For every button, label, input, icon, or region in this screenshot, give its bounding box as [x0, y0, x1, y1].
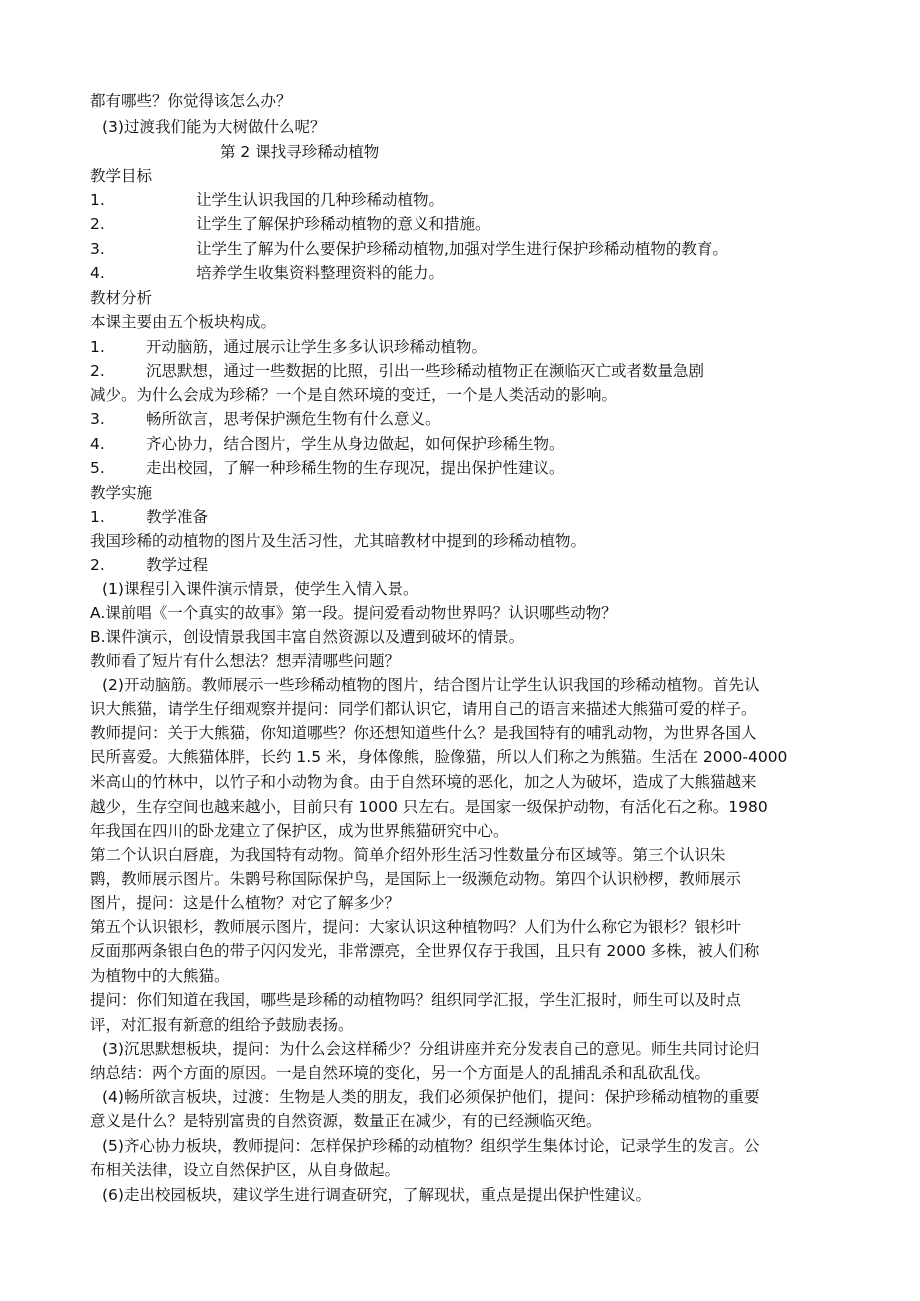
text-line: A.课前唱《一个真实的故事》第一段。提问爱看动物世界吗？认识哪些动物？ [90, 604, 617, 622]
analysis-number: 5. [90, 459, 105, 477]
step-number: 1. [90, 508, 105, 526]
text-line: 年我国在四川的卧龙建立了保护区，成为世界熊猫研究中心。 [90, 822, 509, 840]
step-text: 教学准备 [146, 508, 209, 526]
analysis-text: 齐心协力，结合图片，学生从身边做起，如何保护珍稀生物。 [146, 435, 565, 453]
text-line: 民所喜爱。大熊猫体胖，长约 1.5 米，身体像熊，脸像猫，所以人们称之为熊猫。生活在 2000-4000 [90, 748, 788, 766]
text-line: 都有哪些？你觉得该怎么办？ [90, 92, 292, 110]
step-text: 教学过程 [146, 556, 209, 574]
goal-number: 3. [90, 240, 105, 258]
section-heading: 教材分析 [90, 289, 153, 307]
goal-text: 让学生了解保护珍稀动植物的意义和措施。 [196, 215, 491, 233]
text-line: 教师看了短片有什么想法？想弄清哪些问题？ [90, 652, 401, 670]
analysis-number: 1. [90, 338, 105, 356]
text-line: 越少，生存空间也越来越小，目前只有 1000 只左右。是国家一级保护动物，有活化石之称。1980 [90, 798, 768, 816]
text-line: 本课主要由五个板块构成。 [90, 313, 277, 331]
analysis-number: 2. [90, 362, 105, 380]
text-line: (4)畅所欲言板块，过渡：生物是人类的朋友，我们必须保护他们，提问：保护珍稀动植物的重要 [102, 1088, 760, 1106]
analysis-text: 畅所欲言，思考保护濒危生物有什么意义。 [146, 410, 441, 428]
goal-number: 1. [90, 191, 105, 209]
text-line: B.课件演示，创设情景我国丰富自然资源以及遭到破坏的情景。 [90, 628, 525, 646]
text-line: (5)齐心协力板块，教师提问：怎样保护珍稀的动植物？组织学生集体讨论，记录学生的发言。公 [102, 1137, 760, 1155]
text-line: 米高山的竹林中，以竹子和小动物为食。由于自然环境的恶化，加之人为破坏，造成了大熊猫越来 [90, 773, 757, 791]
analysis-text: 走出校园，了解一种珍稀生物的生存现况，提出保护性建议。 [146, 459, 565, 477]
text-line: 纳总结：两个方面的原因。一是自然环境的变化，另一个方面是人的乱捕乱杀和乱砍乱伐。 [90, 1064, 711, 1082]
goal-number: 4. [90, 264, 105, 282]
text-line: 第五个认识银杉，教师展示图片，提问：大家认识这种植物吗？人们为什么称它为银杉？银杉叶 [90, 918, 742, 936]
analysis-number: 4. [90, 435, 105, 453]
lesson-title: 第 2 课找寻珍稀动植物 [220, 143, 380, 161]
text-line: 布相关法律，设立自然保护区，从自身做起。 [90, 1161, 401, 1179]
text-line: 识大熊猫，请学生仔细观察并提问：同学们都认识它，请用自己的语言来描述大熊猫可爱的样子。 [90, 700, 757, 718]
analysis-text: 沉思默想，通过一些数据的比照，引出一些珍稀动植物正在濒临灭亡或者数量急剧 [146, 362, 705, 380]
text-line: 教师提问：关于大熊猫，你知道哪些？你还想知道些什么？是我国特有的哺乳动物，为世界各国人 [90, 724, 757, 742]
section-heading: 教学目标 [90, 167, 153, 185]
text-line: 提问：你们知道在我国，哪些是珍稀的动植物吗？组织同学汇报，学生汇报时，师生可以及时点 [90, 991, 742, 1009]
text-line: 反面那两条银白色的带子闪闪发光，非常漂亮，全世界仅存于我国，且只有 2000 多株，被人们称 [90, 942, 760, 960]
text-line: (2)开动脑筋。教师展示一些珍稀动植物的图片，结合图片让学生认识我国的珍稀动植物。首先认 [102, 676, 760, 694]
goal-text: 让学生认识我国的几种珍稀动植物。 [196, 191, 445, 209]
text-line: 为植物中的大熊猫。 [90, 967, 230, 985]
analysis-text: 开动脑筋，通过展示让学生多多认识珍稀动植物。 [146, 338, 488, 356]
text-line: (6)走出校园板块，建议学生进行调查研究，了解现状，重点是提出保护性建议。 [102, 1186, 651, 1204]
text-line: 评，对汇报有新意的组给予鼓励表扬。 [90, 1016, 354, 1034]
analysis-number: 3. [90, 410, 105, 428]
text-line: 减少。为什么会成为珍稀？一个是自然环境的变迁，一个是人类活动的影响。 [90, 386, 618, 404]
text-line: 图片，提问：这是什么植物？对它了解多少？ [90, 894, 401, 912]
text-line: (3)过渡我们能为大树做什么呢？ [102, 118, 326, 136]
step-number: 2. [90, 556, 105, 574]
text-line: 我国珍稀的动植物的图片及生活习性，尤其暗教材中提到的珍稀动植物。 [90, 532, 587, 550]
text-line: (1)课程引入课件演示情景，使学生入情入景。 [102, 580, 419, 598]
goal-text: 让学生了解为什么要保护珍稀动植物,加强对学生进行保护珍稀动植物的教育。 [196, 240, 728, 258]
text-line: 第二个认识白唇鹿，为我国特有动物。简单介绍外形生活习性数量分布区域等。第三个认识朱 [90, 846, 726, 864]
goal-text: 培养学生收集资料整理资料的能力。 [196, 264, 445, 282]
section-heading: 教学实施 [90, 484, 153, 502]
text-line: 鹮，教师展示图片。朱鹮号称国际保护鸟，是国际上一级濒危动物。第四个认识桫椤，教师展示 [90, 870, 742, 888]
text-line: (3)沉思默想板块，提问：为什么会这样稀少？分组讲座并充分发表自己的意见。师生共同讨论归 [102, 1040, 760, 1058]
goal-number: 2. [90, 215, 105, 233]
text-line: 意义是什么？是特别富贵的自然资源，数量正在减少，有的已经濒临灭绝。 [90, 1112, 602, 1130]
